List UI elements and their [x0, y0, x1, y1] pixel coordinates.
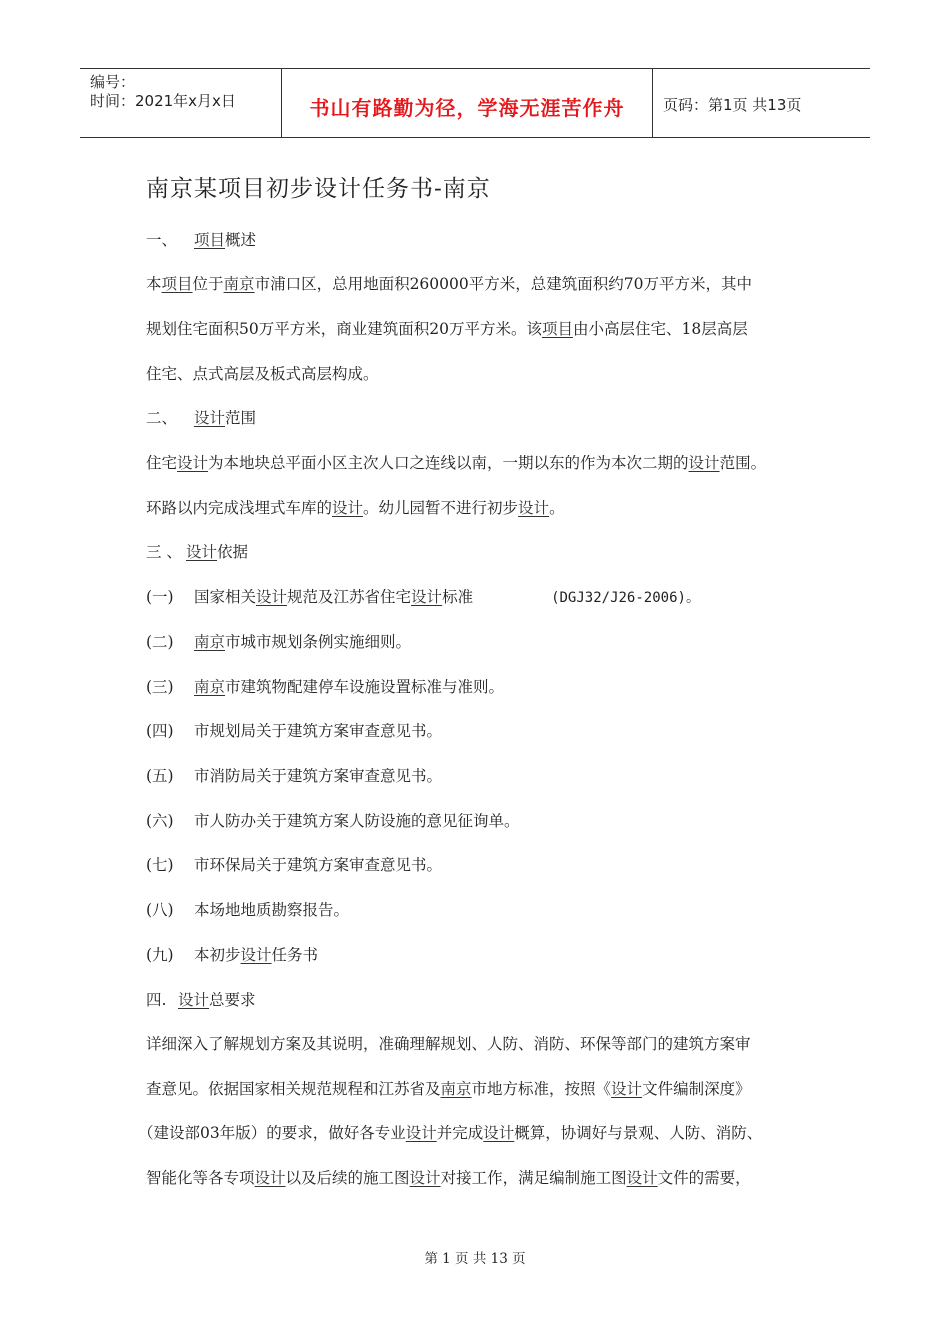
keyword-link[interactable]: 南京 — [440, 1080, 472, 1098]
list-item — [146, 764, 442, 786]
section-heading-3 — [146, 540, 248, 562]
header-motto-cell — [282, 69, 653, 137]
text: 市人防办关于建筑方案人防设施的意见征询单。 — [194, 812, 520, 830]
text: 位于 — [192, 275, 224, 293]
section-number: 三 、 — [146, 543, 182, 561]
item-number: (四) — [146, 722, 174, 740]
page-info: 页码：第1页 共13页 — [663, 96, 802, 114]
text: 环路以内完成浅埋式车库的 — [146, 499, 333, 517]
paragraph-line: 详细深入了解规划方案及其说明，准确理解规划、人防、消防、环保等部门的建筑方案审 — [146, 1035, 751, 1053]
text: （建设部03年版）的要求，做好各专业 — [138, 1124, 406, 1142]
keyword-link[interactable]: 设计 — [332, 499, 364, 517]
paragraph-line — [146, 1166, 751, 1188]
list-item — [146, 675, 504, 697]
keyword-link[interactable]: 设计 — [611, 1080, 643, 1098]
paragraph-line — [146, 496, 565, 518]
text: 标准 — [442, 588, 474, 606]
text: 规划住宅面积50万平方米，商业建筑面积20万平方米。该 — [146, 320, 542, 338]
text: 对接工作，满足编制施工图 — [440, 1169, 627, 1187]
header-meta-cell — [80, 69, 282, 137]
keyword-link[interactable]: 设计 — [626, 1169, 658, 1187]
heading-text: 范围 — [225, 409, 257, 427]
list-item — [146, 809, 520, 831]
keyword-link[interactable]: 设计 — [409, 1169, 441, 1187]
text: 本初步 — [194, 946, 241, 964]
text: 概算，协调好与景观、人防、消防、 — [514, 1124, 763, 1142]
paragraph-line — [146, 1077, 751, 1099]
item-number: (七) — [146, 856, 174, 874]
text: 本 — [146, 275, 162, 293]
number-label: 编号： — [90, 73, 136, 91]
text: 市消防局关于建筑方案审查意见书。 — [194, 767, 443, 785]
list-item — [146, 585, 700, 607]
text: 本场地地质勘察报告。 — [194, 901, 350, 919]
text: 规范及江苏省住宅 — [287, 588, 412, 606]
item-number: (九) — [146, 946, 174, 964]
section-number: 二、 — [146, 409, 178, 427]
keyword-link[interactable]: 设计 — [518, 499, 550, 517]
text: 文件的需要， — [657, 1169, 751, 1187]
text: 查意见。依据国家相关规范规程和江苏省及 — [146, 1080, 441, 1098]
list-item — [146, 853, 442, 875]
motto-text: 书山有路勤为径，学海无涯苦作舟 — [309, 96, 625, 120]
text: 由小高层住宅、18层高层 — [572, 320, 748, 338]
page-footer: 第 1 页 共 13 页 — [424, 1251, 526, 1267]
text: 住宅 — [146, 454, 178, 472]
paragraph-line — [138, 1121, 762, 1143]
keyword-link[interactable]: 设计 — [411, 588, 443, 606]
text: 文件编制深度》 — [642, 1080, 751, 1098]
list-item — [146, 630, 411, 652]
keyword-link[interactable]: 南京 — [223, 275, 255, 293]
list-item — [146, 898, 349, 920]
keyword-link[interactable]: 项目 — [194, 231, 226, 249]
section-number: 四. — [146, 991, 167, 1009]
text: 为本地块总平面小区主次人口之连线以南，一期以东的作为本次二期的 — [208, 454, 689, 472]
keyword-link[interactable]: 南京 — [194, 633, 226, 651]
item-number: (二) — [146, 633, 174, 651]
list-item — [146, 719, 442, 741]
text: 以及后续的施工图 — [285, 1169, 410, 1187]
keyword-link[interactable]: 设计 — [254, 1169, 286, 1187]
keyword-link[interactable]: 设计 — [240, 946, 272, 964]
keyword-link[interactable]: 项目 — [161, 275, 193, 293]
paragraph-line: 住宅、点式高层及板式高层构成。 — [146, 365, 379, 383]
paragraph-line — [146, 317, 748, 339]
item-number: (八) — [146, 901, 174, 919]
keyword-link[interactable]: 项目 — [541, 320, 573, 338]
section-number: 一、 — [146, 231, 178, 249]
keyword-link[interactable]: 设计 — [688, 454, 720, 472]
section-heading-4 — [146, 988, 256, 1010]
standard-code: (DGJ32/J26-2006)。 — [551, 590, 700, 606]
keyword-link[interactable]: 设计 — [256, 588, 288, 606]
keyword-link[interactable]: 设计 — [178, 991, 210, 1009]
keyword-link[interactable]: 南京 — [194, 678, 226, 696]
keyword-link[interactable]: 设计 — [186, 543, 218, 561]
item-number: (一) — [146, 588, 174, 606]
keyword-link[interactable]: 设计 — [405, 1124, 437, 1142]
heading-text: 总要求 — [209, 991, 256, 1009]
time-label: 时间：2021年x月x日 — [90, 92, 236, 110]
paragraph-line — [146, 451, 766, 473]
text: 。 — [549, 499, 565, 517]
text: 市地方标准，按照《 — [471, 1080, 612, 1098]
text: 并完成 — [436, 1124, 484, 1142]
document-title: 南京某项目初步设计任务书-南京 — [146, 176, 491, 202]
paragraph-line — [146, 272, 752, 294]
text: 市环保局关于建筑方案审查意见书。 — [194, 856, 443, 874]
keyword-link[interactable]: 设计 — [177, 454, 209, 472]
heading-text: 概述 — [225, 231, 257, 249]
text: 市浦口区，总用地面积260000平方米，总建筑面积约70万平方米，其中 — [254, 275, 752, 293]
item-number: (五) — [146, 767, 174, 785]
section-heading-2 — [146, 406, 256, 428]
text: 国家相关 — [194, 588, 257, 606]
text: 范围。 — [719, 454, 767, 472]
text: 智能化等各专项 — [146, 1169, 255, 1187]
heading-text: 依据 — [217, 543, 249, 561]
text: 。幼儿园暂不进行初步 — [363, 499, 519, 517]
text: 市规划局关于建筑方案审查意见书。 — [194, 722, 443, 740]
page-header — [80, 68, 870, 138]
list-item — [146, 943, 318, 965]
text: 市城市规划条例实施细则。 — [225, 633, 412, 651]
section-heading-1 — [146, 228, 256, 250]
keyword-link[interactable]: 设计 — [483, 1124, 515, 1142]
text: 任务书 — [271, 946, 319, 964]
item-number: (三) — [146, 678, 174, 696]
keyword-link[interactable]: 设计 — [194, 409, 226, 427]
text: 市建筑物配建停车设施设置标准与准则。 — [225, 678, 505, 696]
item-number: (六) — [146, 812, 174, 830]
header-page-cell — [653, 69, 870, 137]
